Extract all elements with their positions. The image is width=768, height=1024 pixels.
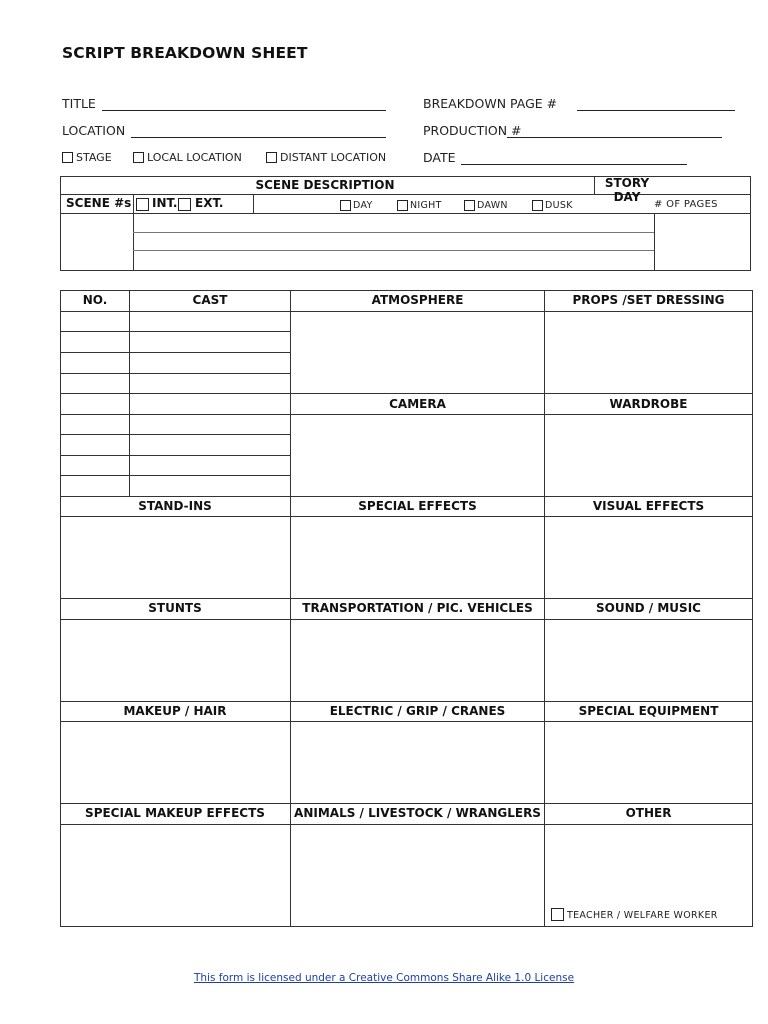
ext-label: EXT. <box>195 196 224 210</box>
page-title: SCRIPT BREAKDOWN SHEET <box>62 44 308 62</box>
location-label: LOCATION <box>62 123 126 138</box>
stand-ins-header: STAND-INS <box>138 499 212 513</box>
pages-label: # OF PAGES <box>654 199 718 210</box>
special-effects-header: SPECIAL EFFECTS <box>358 499 477 513</box>
day-checkbox[interactable] <box>340 200 351 211</box>
night-checkbox[interactable] <box>397 200 408 211</box>
wardrobe-header: WARDROBE <box>609 397 688 411</box>
props-header: PROPS /SET DRESSING <box>572 293 725 307</box>
dawn-checkbox[interactable] <box>464 200 475 211</box>
location-field[interactable] <box>131 137 386 138</box>
license-link[interactable]: This form is licensed under a Creative Commons Share Alike 1.0 License <box>193 972 575 984</box>
production-label: PRODUCTION # <box>423 123 522 138</box>
transportation-header: TRANSPORTATION / PIC. VEHICLES <box>302 601 533 615</box>
date-label: DATE <box>423 150 456 165</box>
dusk-checkbox[interactable] <box>532 200 543 211</box>
special-makeup-header: SPECIAL MAKEUP EFFECTS <box>85 806 265 820</box>
atmosphere-header: ATMOSPHERE <box>371 293 464 307</box>
int-checkbox[interactable] <box>136 198 149 211</box>
distant-location-label: DISTANT LOCATION <box>280 151 387 164</box>
title-label: TITLE <box>62 96 96 111</box>
ext-checkbox[interactable] <box>178 198 191 211</box>
cast-header: CAST <box>192 293 228 307</box>
makeup-hair-header: MAKEUP / HAIR <box>123 704 227 718</box>
title-field[interactable] <box>102 110 386 111</box>
story-day-header: STORY DAY <box>604 176 650 204</box>
dusk-label: DUSK <box>545 200 573 211</box>
production-field[interactable] <box>507 137 722 138</box>
electric-grip-header: ELECTRIC / GRIP / CRANES <box>329 704 506 718</box>
date-field[interactable] <box>461 164 687 165</box>
distant-location-checkbox[interactable] <box>266 152 277 163</box>
camera-header: CAMERA <box>389 397 446 411</box>
night-label: NIGHT <box>410 200 442 211</box>
scene-description-header: SCENE DESCRIPTION <box>255 178 395 192</box>
visual-effects-header: VISUAL EFFECTS <box>592 499 705 513</box>
stunts-header: STUNTS <box>148 601 202 615</box>
breakdown-page-label: BREAKDOWN PAGE # <box>423 96 558 111</box>
teacher-welfare-label: TEACHER / WELFARE WORKER <box>567 910 718 921</box>
dawn-label: DAWN <box>477 200 508 211</box>
teacher-welfare-checkbox[interactable] <box>551 908 564 921</box>
special-equipment-header: SPECIAL EQUIPMENT <box>578 704 719 718</box>
other-header: OTHER <box>625 806 672 820</box>
int-label: INT. <box>152 196 178 210</box>
day-label: DAY <box>353 200 373 211</box>
scene-number-label: SCENE #s <box>66 196 132 210</box>
stage-checkbox[interactable] <box>62 152 73 163</box>
breakdown-page-field[interactable] <box>577 110 735 111</box>
sound-music-header: SOUND / MUSIC <box>596 601 701 615</box>
no-header: NO. <box>82 293 108 307</box>
animals-header: ANIMALS / LIVESTOCK / WRANGLERS <box>294 806 541 820</box>
local-location-label: LOCAL LOCATION <box>147 151 242 164</box>
stage-label: STAGE <box>76 151 112 164</box>
local-location-checkbox[interactable] <box>133 152 144 163</box>
